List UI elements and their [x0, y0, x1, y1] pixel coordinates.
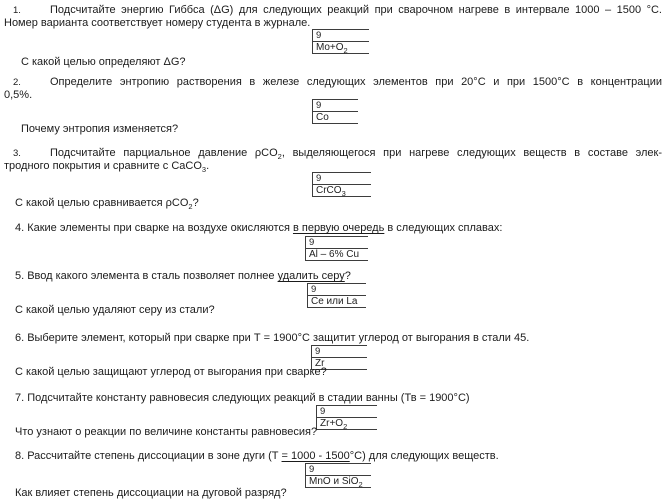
question-6-number: 6.: [15, 332, 25, 344]
variant-formula: Ce или La: [308, 296, 366, 308]
question-2-line-2: 0,5%.: [4, 89, 33, 101]
variant-formula: CrCO$_3$: [313, 185, 371, 197]
variant-box-4: [305, 236, 368, 261]
variant-number: 9: [308, 283, 366, 296]
question-2-line-1: [13, 76, 662, 89]
question-4-line: 4. Какие элементы при сварке на воздухе окисляются в первую очередь в следующих сплавах:: [15, 222, 503, 234]
question-5-number: 5.: [15, 270, 25, 282]
variant-box-5: [307, 283, 366, 308]
question-2-number: 2.: [13, 77, 21, 88]
question-7-line: 7. Подсчитайте константу равновесия следующих реакций в стадии ванны (Тв = 1900°С): [15, 392, 470, 404]
question-7-followup: Что узнают о реакции по величине константы равновесия?: [15, 426, 318, 438]
question-1-line-1: [13, 4, 662, 17]
question-3-text: Подсчитайте парциальное давление ρCO$_2$, выделяющегося при нагреве следующих веществ в составе элек-: [50, 147, 662, 160]
question-4-number: 4.: [15, 222, 25, 234]
variant-box-1: [312, 29, 369, 54]
variant-number: 9: [317, 405, 377, 418]
question-8-line: 8. Рассчитайте степень диссоциации в зоне дуги (Т = 1000 - 1500°С) для следующих веществ.: [15, 450, 499, 462]
question-7-number: 7.: [15, 392, 25, 404]
variant-formula: $Zr+O_2$: [317, 418, 377, 430]
question-3-line-1: [13, 147, 662, 160]
variant-box-2: [312, 99, 358, 124]
question-8-followup: Как влияет степень диссоциации на дуговой разряд?: [15, 487, 287, 499]
question-1-number: 1.: [13, 5, 21, 16]
question-5-followup: С какой целью удаляют серу из стали?: [15, 304, 215, 316]
question-1-text: Подсчитайте энергию Гиббса (ΔG) для следующих реакций при сварочном нагреве в интервале 1000 – 1500 °С.: [50, 4, 662, 16]
underlined-phrase: = 1000 - 1500: [281, 450, 350, 462]
question-1-followup: С какой целью определяют ΔG?: [21, 56, 186, 68]
question-3-followup: С какой целью сравнивается ρCO$_2$?: [15, 197, 199, 212]
variant-formula: MnO и SiO$_2$: [306, 476, 371, 488]
question-8-number: 8.: [15, 450, 25, 462]
variant-box-3: [312, 172, 371, 197]
variant-number: 9: [313, 29, 369, 42]
variant-formula: Zr: [312, 358, 367, 370]
variant-formula: Al – 6% Cu: [306, 249, 368, 261]
variant-number: 9: [306, 463, 371, 476]
variant-formula: $Mo+O_2$: [313, 42, 369, 54]
variant-number: 9: [306, 236, 368, 249]
underlined-phrase: в первую очередь: [292, 222, 385, 234]
variant-number: 9: [313, 99, 358, 112]
question-6-followup: С какой целью защищают углерод от выгорания при сварке?: [15, 366, 327, 378]
question-1-line-2: Номер варианта соответствует номеру студента в журнале.: [4, 17, 311, 29]
variant-number: 9: [312, 345, 367, 358]
variant-number: 9: [313, 172, 371, 185]
question-6-line: 6. Выберите элемент, который при сварке при Т = 1900°С защитит углерод от выгорания в стали 45.: [15, 332, 530, 344]
variant-box-8: [305, 463, 371, 488]
variant-box-7: [316, 405, 377, 430]
question-5-line: 5. Ввод какого элемента в сталь позволяет полнее удалить серу?: [15, 270, 351, 282]
question-3-number: 3.: [13, 148, 21, 159]
underlined-phrase: удалить серу: [277, 270, 345, 282]
variant-formula: Co: [313, 112, 358, 124]
question-3-line-2: тродного покрытия и сравните с CaCO$_3$.: [4, 160, 210, 175]
question-2-followup: Почему энтропия изменяется?: [21, 123, 179, 135]
question-2-text: Определите энтропию растворения в железе следующих элементов при 20°С и при 1500°С в концентрации: [50, 76, 662, 88]
